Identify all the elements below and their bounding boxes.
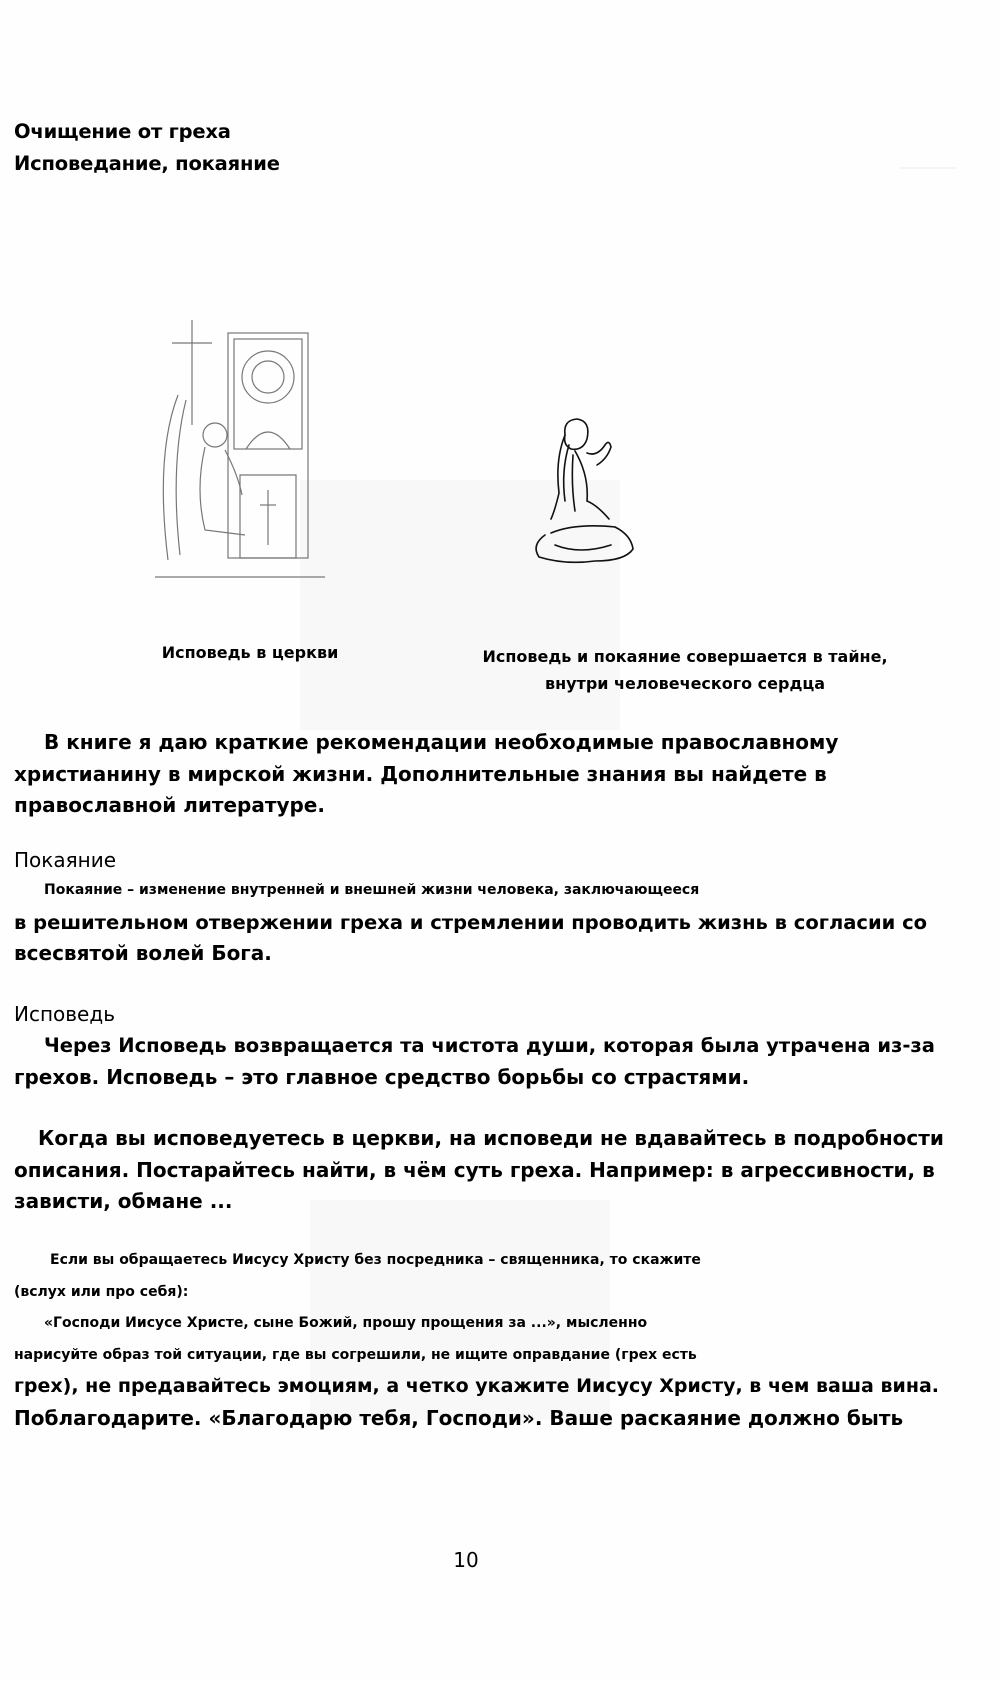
advice-paragraph	[14, 1123, 944, 1218]
paragraph-line: «Господи Иисусе Христе, сыне Божий, прошу прощения за ...», мысленно	[44, 1315, 648, 1331]
paragraph-line: нарисуйте образ той ситуации, где вы согрешили, не ищите оправдание (грех есть	[14, 1346, 697, 1363]
paragraph-line: Если вы обращаетесь Иисусу Христу без посредника – священника, то скажите	[50, 1252, 701, 1268]
section-title: Очищение от греха	[14, 120, 231, 143]
figure-caption-church	[150, 643, 350, 662]
church-confession-illustration	[150, 315, 330, 595]
paragraph-line: в решительном отвержении греха и стремлении проводить жизнь в согласии со	[14, 910, 928, 934]
paragraph-line: описания. Постарайтесь найти, в чём суть греха. Например: в агрессивности, в	[14, 1157, 935, 1182]
caption-line: внутри человеческого сердца	[544, 674, 826, 693]
confession-title: Исповедь	[14, 1002, 115, 1026]
paragraph-line: (вслух или про себя):	[14, 1283, 189, 1300]
section-subtitle: Исповедание, покаяние	[14, 152, 280, 175]
paragraph-line: Покаяние – изменение внутренней и внешней жизни человека, заключающееся	[44, 882, 700, 898]
kneeling-prayer-illustration	[525, 415, 655, 570]
paragraph-line: зависти, обмане ...	[14, 1189, 233, 1213]
repentance-title: Покаяние	[14, 848, 117, 872]
repentance-paragraph	[14, 875, 927, 970]
paragraph-line: православной литературе.	[14, 793, 325, 817]
paragraph-line: Когда вы исповедуетесь в церкви, на исповеди не вдавайтесь в подробности	[38, 1126, 944, 1150]
paragraph-line: грехов. Исповедь – это главное средство борьбы со страстями.	[14, 1064, 750, 1089]
page-number: 10	[453, 1548, 479, 1572]
bleed-through-background: ______	[0, 0, 1000, 1682]
caption-line: Исповедь в церкви	[161, 643, 339, 662]
paragraph-line: В книге я даю краткие рекомендации необходимые православному	[44, 730, 839, 754]
confession-paragraph	[14, 1030, 935, 1093]
paragraph-line: Поблагодарите. «Благодарю тебя, Господи». Ваше раскаяние должно быть	[14, 1405, 904, 1430]
intro-paragraph	[14, 727, 838, 822]
paragraph-line: грех), не предавайтесь эмоциям, а четко укажите Иисусу Христу, в чем ваша вина.	[14, 1375, 939, 1397]
paragraph-line: Через Исповедь возвращается та чистота души, которая была утрачена из-за	[44, 1034, 935, 1057]
paragraph-line: христианину в мирской жизни. Дополнительные знания вы найдете в	[14, 761, 827, 786]
caption-line: Исповедь и покаяние совершается в тайне,	[482, 647, 888, 666]
prayer-paragraph	[14, 1245, 939, 1434]
paragraph-line: всесвятой волей Бога.	[14, 941, 272, 965]
figure-caption-prayer	[470, 643, 900, 697]
